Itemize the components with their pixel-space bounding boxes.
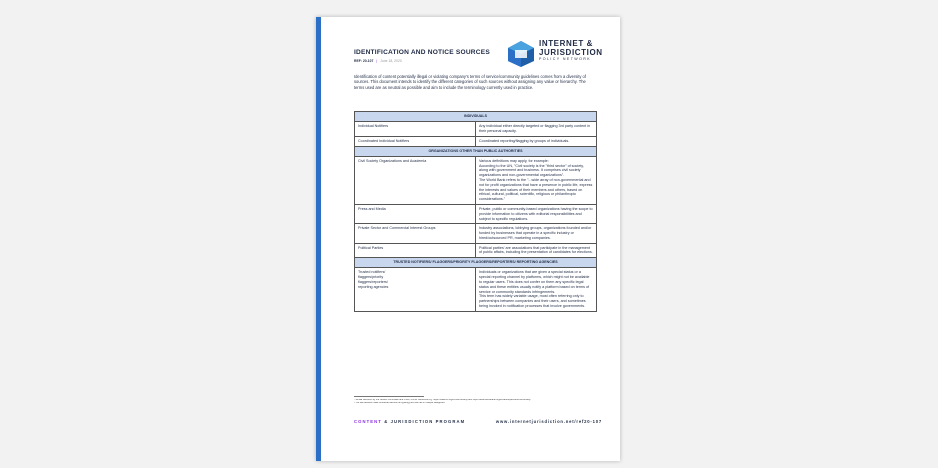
section-header-organizations xyxy=(355,146,597,156)
document-title: IDENTIFICATION AND NOTICE SOURCES xyxy=(354,49,490,56)
table-row xyxy=(355,268,597,311)
section-header-individuals xyxy=(355,112,597,122)
term-line: flaggers/priority xyxy=(358,275,384,280)
definition-line: This term has widely variable usage, most often referring only to partnerships between companies and their users, and sometimes being invoked in notification processes that involve governments. xyxy=(479,294,586,309)
term-cell: Civil Society Organizations and Academia xyxy=(355,156,476,204)
footer-program-highlight: CONTENT xyxy=(354,419,382,424)
definition-cell: Coordinated reporting/flagging by groups of individuals. xyxy=(476,136,597,146)
definition-line: The World Bank refers to the "...wide array of non-governmental and not for profit organizations that have a presence in public life, express the interests and values of their members and others, based on ethical, cultural, political, scientific, religious or philanthropic considerations." xyxy=(479,177,593,202)
term-line: flaggers/reporters/ xyxy=(358,280,388,285)
term-cell: Private Sector and Commercial Interest Groups xyxy=(355,224,476,243)
document-page xyxy=(316,17,620,461)
definition-line: According to the UN, "Civil society is the "third sector" of society, along with government and business. It comprises civil society organizations and non-governmental organizations". xyxy=(479,163,584,178)
definition-cell: Private, public or community-based organizations having the scope to provide information to citizens with editorial responsibilities and subject to specific regulations. xyxy=(476,204,597,223)
sources-table xyxy=(354,111,597,312)
section-header-trusted-notifiers xyxy=(355,258,597,268)
footer-program-name: & JURISDICTION PROGRAM xyxy=(381,419,466,424)
definition-line: Various definitions may apply, for example: xyxy=(479,158,549,163)
term-line: reporting agencies xyxy=(358,284,389,289)
term-cell: Political Parties xyxy=(355,243,476,258)
logo-line-1: INTERNET & xyxy=(539,39,593,48)
footnotes xyxy=(354,396,597,405)
table-row xyxy=(355,156,597,204)
intro-paragraph: Identification of content potentially illegal or violating company's terms of service/community guidelines comes from a diversity of sources. This document intends to identify the different categories of such sources without assigning any value or hierarchy. The terms used are as neutral as possible and aim to include the terminology currently used in practice. xyxy=(354,74,586,90)
reference-number: REF: 20-107 xyxy=(354,59,374,63)
reference-separator: | xyxy=(376,59,378,63)
logo-line-2: JURISDICTION xyxy=(539,47,603,57)
table-row xyxy=(355,204,597,223)
logo-wordmark xyxy=(539,40,603,62)
definition-cell: Any individual either directly targeted or flagging 3rd party content in their personal capacity. xyxy=(476,122,597,137)
section-title: INDIVIDUALS xyxy=(355,112,597,122)
hexagon-logo-icon xyxy=(506,40,536,68)
page-footer xyxy=(354,419,602,424)
footnote-1: ¹ Similar definition by the Justice Committee and in EU, UNHR resources e.g. https://www.un.org/en/civil-society and https://www.worldbank.org/en/about/partners/civil-society xyxy=(354,398,531,401)
table-row xyxy=(355,136,597,146)
term-cell: Press and Media xyxy=(355,204,476,223)
footer-url-link[interactable]: www.internetjurisdiction.net/ref20-107 xyxy=(495,419,602,424)
document-reference xyxy=(354,59,402,63)
definition-cell: Political parties' are associations that participate in the management of public affairs, including the presentation of candidates for elections. xyxy=(476,243,597,258)
term-cell xyxy=(355,268,476,311)
definition-cell: Industry associations, lobbying groups, organizations founded and/or funded by businesses that operate in a specific industry or hired/outsourced PR, marketing companies. xyxy=(476,224,597,243)
definition-cell xyxy=(476,156,597,204)
document-date: June 18, 2020 xyxy=(380,59,402,63)
logo-line-3: POLICY NETWORK xyxy=(539,57,592,61)
section-title: TRUSTED NOTIFIERS/ FLAGGERS/PRIORITY FLAGGERS/REPORTERS/ REPORTING AGENCIES xyxy=(355,258,597,268)
definition-cell xyxy=(476,268,597,311)
definition-line: Individuals or organizations that are given a special status or a special reporting channel by platforms, which might not be available to regular users. This does not confer on them any specific legal status and these entities usually notify a platform based on terms of service or community standards infringements. xyxy=(479,270,590,294)
table-row xyxy=(355,224,597,243)
term-line: Trusted notifiers/ xyxy=(358,270,386,275)
table-row xyxy=(355,122,597,137)
footnote-2: ² The last definition was introduced across the typology and can fall in multiple categories. xyxy=(354,401,446,404)
page-accent-bar xyxy=(316,17,321,461)
organization-logo xyxy=(506,40,606,68)
term-cell: Coordinated Individual Notifiers xyxy=(355,136,476,146)
section-title: ORGANIZATIONS OTHER THAN PUBLIC AUTHORITIES xyxy=(355,146,597,156)
term-cell: Individual Notifiers xyxy=(355,122,476,137)
footnote-divider xyxy=(354,396,424,397)
table-row xyxy=(355,243,597,258)
